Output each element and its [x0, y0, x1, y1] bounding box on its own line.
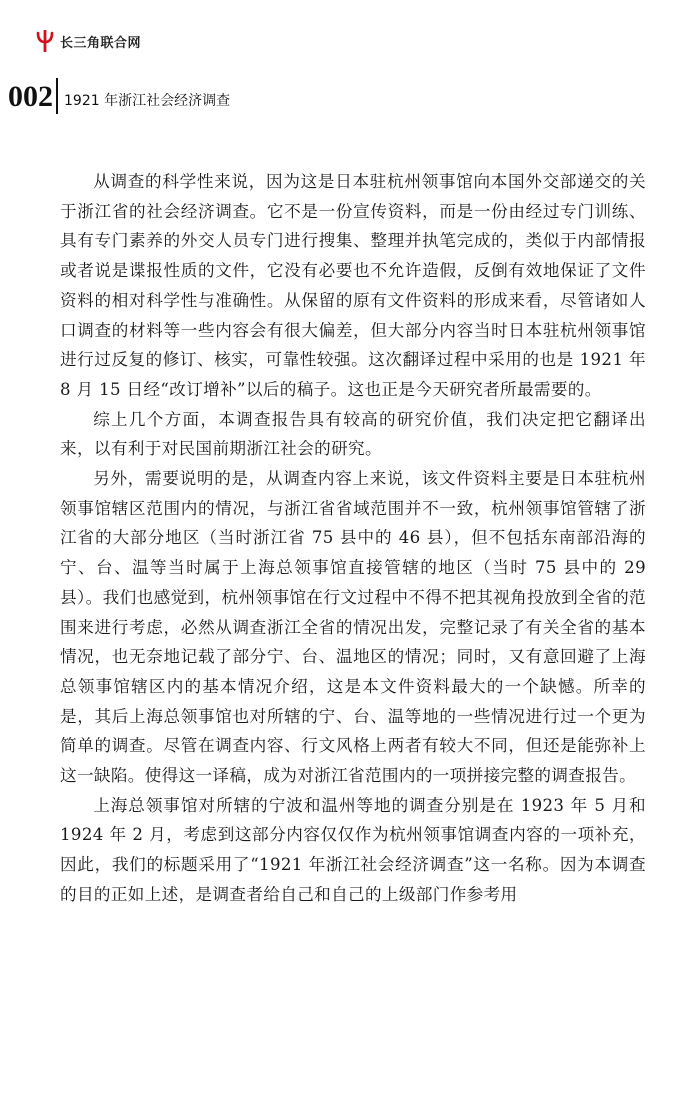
body-text: [60, 167, 646, 910]
book-title: 1921 年浙江社会经济调查: [64, 93, 231, 109]
header-divider: [56, 78, 58, 114]
psi-logo-icon: [36, 30, 54, 52]
page-number: 002: [8, 80, 53, 113]
logo-text: 长三角联合网: [60, 35, 142, 51]
paragraph: 综上几个方面，本调查报告具有较高的研究价值，我们决定把它翻译出来，以有利于对民国前期浙江社会的研究。: [60, 409, 646, 459]
running-head: [8, 76, 230, 112]
site-logo: [36, 30, 141, 52]
paragraph: 从调查的科学性来说，因为这是日本驻杭州领事馆向本国外交部递交的关于浙江省的社会经济调查。它不是一份宣传资料，而是一份由经过专门训练、具有专门素养的外交人员专门进行搜集、整理并执笔完成的，类似于内部情报或者说是谍报性质的文件，它没有必要也不允许造假，反倒有效地保证了文件资料的相对科学性与准确性。从保留的原有文件资料的形成来看，尽管诸如人口调查的材料等一些内容会有很大偏差，但大部分内容当时日本驻杭州领事馆进行过反复的修订、核实，可靠性较强。这次翻译过程中采用的也是 1921 年 8 月 15 日经“改订增补”以后的稿子。这也正是今天研究者所最需要的。: [60, 172, 646, 399]
paragraph: 另外，需要说明的是，从调查内容上来说，该文件资料主要是日本驻杭州领事馆辖区范围内的情况，与浙江省省域范围并不一致，杭州领事馆管辖了浙江省的大部分地区（当时浙江省 75 县中的 46 县），但不包括东南部沿海的宁、台、温等当时属于上海总领事馆直接管辖的地区（当时 75 县中的 29 县）。我们也感觉到，杭州领事馆在行文过程中不得不把其视角投放到全省的范围来进行考虑，必然从调查浙江全省的情况出发，完整记录了有关全省的基本情况，也无奈地记载了部分宁、台、温地区的情况；同时，又有意回避了上海总领事馆辖区内的基本情况介绍，这是本文件资料最大的一个缺憾。所幸的是，其后上海总领事馆也对所辖的宁、台、温等地的一些情况进行过一个更为简单的调查。尽管在调查内容、行文风格上两者有较大不同，但还是能弥补上这一缺陷。使得这一译稿，成为对浙江省范围内的一项拼接完整的调查报告。: [60, 469, 646, 786]
paragraph: 上海总领事馆对所辖的宁波和温州等地的调查分别是在 1923 年 5 月和 1924 年 2 月，考虑到这部分内容仅仅作为杭州领事馆调查内容的一项补充，因此，我们的标题采用了“1921 年浙江社会经济调查”这一名称。因为本调查的目的正如上述，是调查者给自己和自己的上级部门作参考用: [60, 795, 646, 904]
